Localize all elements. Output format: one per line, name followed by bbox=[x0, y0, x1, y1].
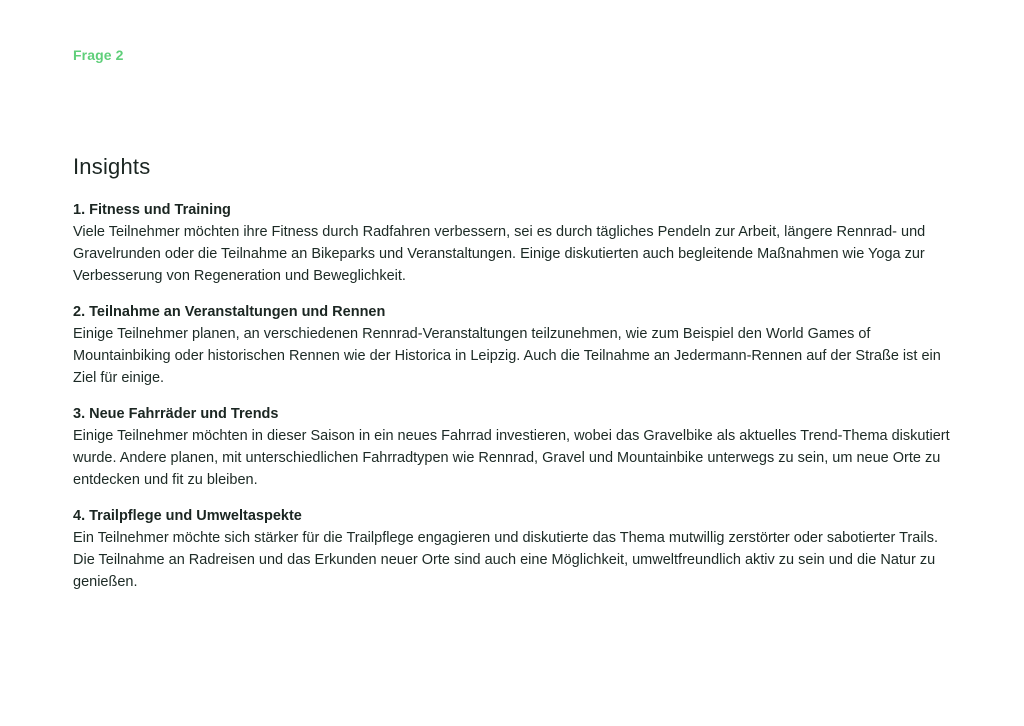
insight-section bbox=[73, 403, 953, 491]
section-heading: 1. Fitness und Training bbox=[73, 202, 231, 218]
question-label: Frage 2 bbox=[73, 47, 124, 63]
section-body: Einige Teilnehmer planen, an verschiedenen Rennrad-Veranstaltungen teilzunehmen, wie zum Beispiel den World Games of Mountainbiking oder historischen Rennen wie der Historica in Leipzig. Auch die Teilnahme an Jedermann-Rennen auf der Straße ist ein Ziel für einige. bbox=[73, 326, 941, 386]
section-heading: 2. Teilnahme an Veranstaltungen und Rennen bbox=[73, 304, 386, 320]
insight-section bbox=[73, 301, 953, 389]
section-heading: 3. Neue Fahrräder und Trends bbox=[73, 406, 279, 422]
insight-section bbox=[73, 505, 953, 593]
insight-section bbox=[73, 199, 953, 287]
section-body: Ein Teilnehmer möchte sich stärker für die Trailpflege engagieren und diskutierte das Thema mutwillig zerstörter oder sabotierter Trails. Die Teilnahme an Radreisen und das Erkunden neuer Orte sind auch eine Möglichkeit, umweltfreundlich aktiv zu sein und die Natur zu genießen. bbox=[73, 530, 939, 590]
section-body: Viele Teilnehmer möchten ihre Fitness durch Radfahren verbessern, sei es durch tägliches Pendeln zur Arbeit, längere Rennrad- und Gravelrunden oder die Teilnahme an Bikeparks und Veranstaltungen. Einige diskutierten auch begleitende Maßnahmen wie Yoga zur Verbesserung von Regeneration und Beweglichkeit. bbox=[73, 224, 926, 284]
page-title: Insights bbox=[73, 154, 151, 179]
section-heading: 4. Trailpflege und Umweltaspekte bbox=[73, 508, 302, 524]
section-body: Einige Teilnehmer möchten in dieser Saison in ein neues Fahrrad investieren, wobei das Gravelbike als aktuelles Trend-Thema diskutiert wurde. Andere planen, mit unterschiedlichen Fahrradtypen wie Rennrad, Gravel und Mountainbike unterwegs zu sein, um neue Orte zu entdecken und fit zu bleiben. bbox=[73, 428, 950, 488]
insights-list bbox=[73, 199, 953, 607]
